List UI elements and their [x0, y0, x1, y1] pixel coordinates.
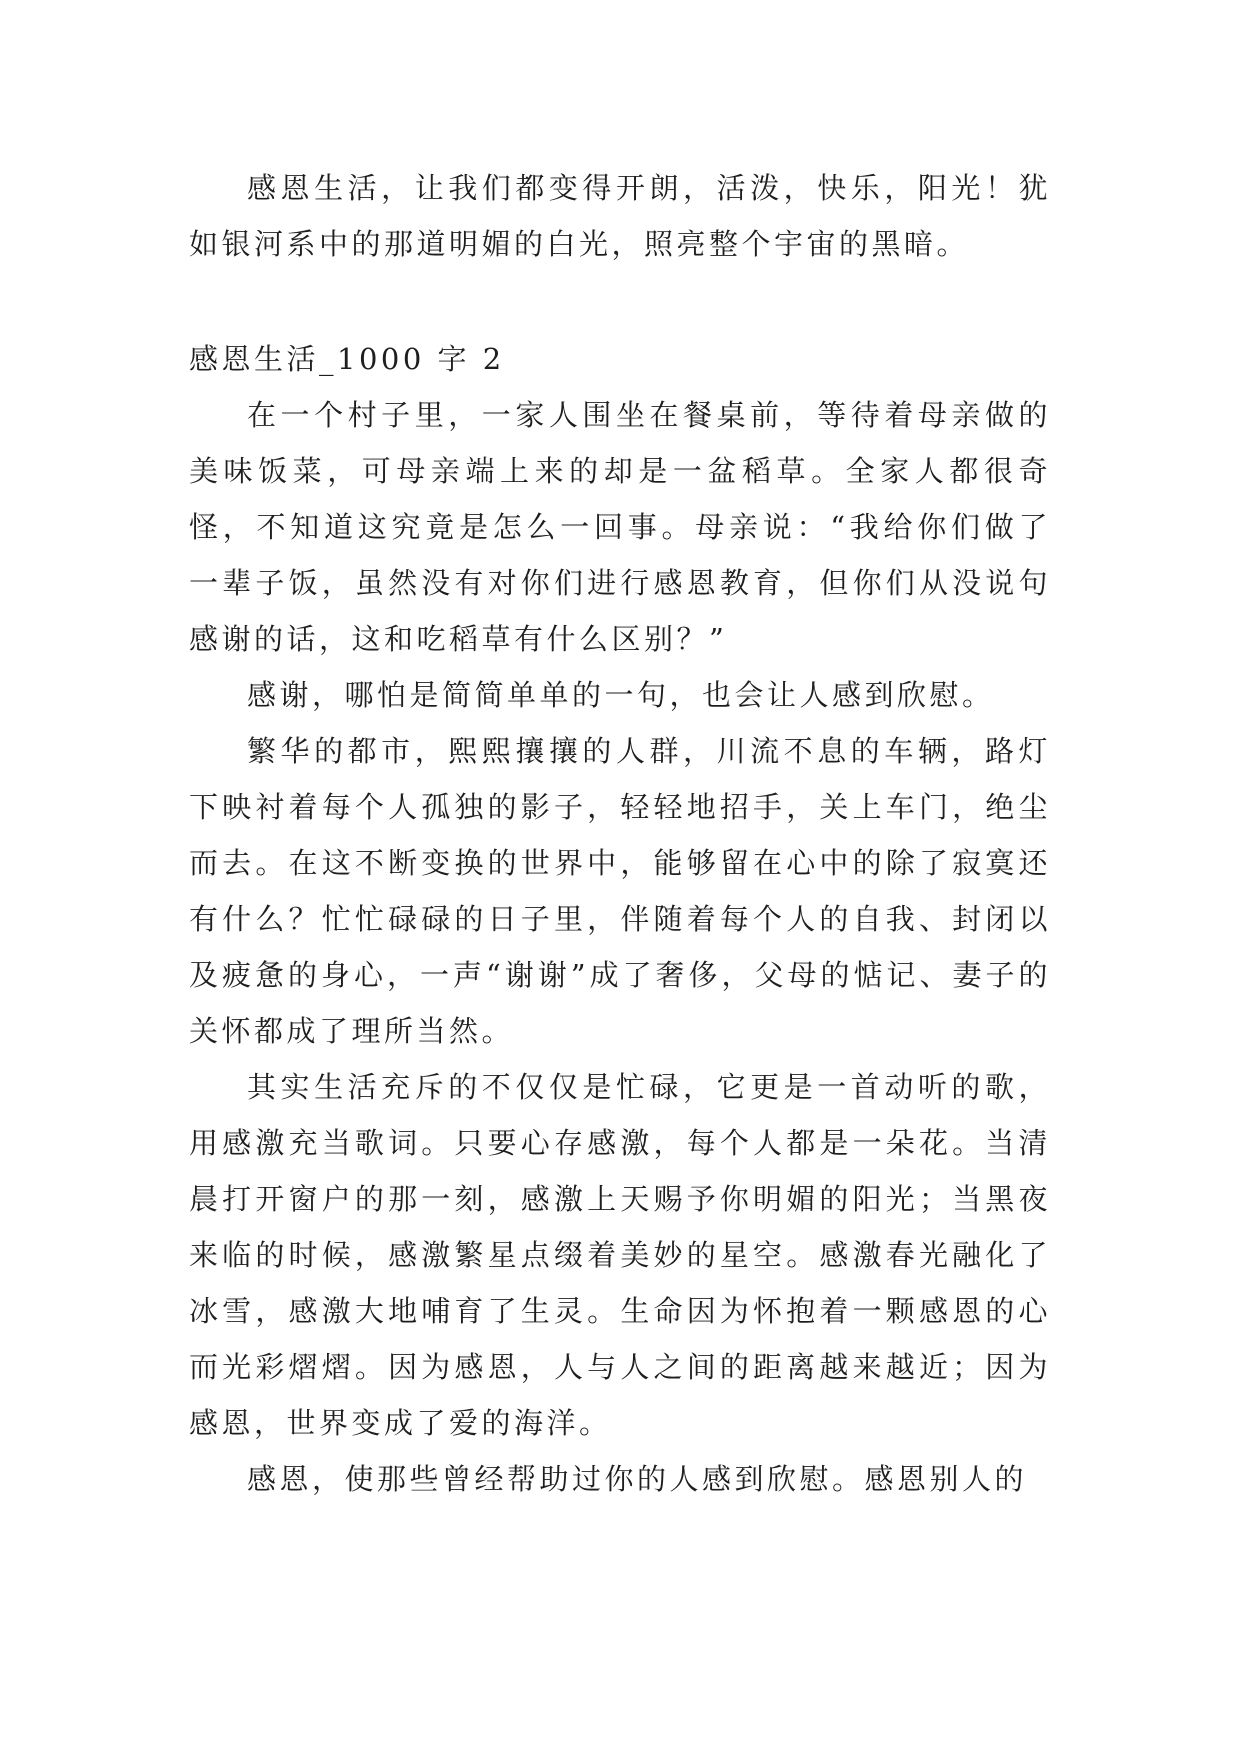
paragraph-spacer [189, 272, 1051, 331]
section-title: 感恩生活_1000 字 2 [189, 342, 505, 376]
section-paragraph-2: 感谢，哪怕是简简单单的一句，也会让人感到欣慰。 [247, 678, 995, 712]
section-paragraph-4: 其实生活充斥的不仅仅是忙碌，它更是一首动听的歌，用感激充当歌词。只要心存感激，每个人都是一朵花。当清晨打开窗户的那一刻，感激上天赐予你明媚的阳光；当黑夜来临的时候，感激繁星点缀着美妙的星空。感激春光融化了冰雪，感激大地哺育了生灵。生命因为怀抱着一颗感恩的心而光彩熠熠。因为感恩，人与人之间的距离越来越近；因为感恩，世界变成了爱的海洋。 [189, 1070, 1051, 1440]
section-paragraph-1: 在一个村子里，一家人围坐在餐桌前，等待着母亲做的美味饭菜，可母亲端上来的却是一盆稻草。全家人都很奇怪，不知道这究竟是怎么一回事。母亲说：“我给你们做了一辈子饭，虽然没有对你们进行感恩教育，但你们从没说句感谢的话，这和吃稻草有什么区别？” [189, 398, 1051, 656]
section-paragraph-5: 感恩，使那些曾经帮助过你的人感到欣慰。感恩别人的 [247, 1462, 1028, 1496]
section-paragraph-3: 繁华的都市，熙熙攘攘的人群，川流不息的车辆，路灯下映衬着每个人孤独的影子，轻轻地招手，关上车门，绝尘而去。在这不断变换的世界中，能够留在心中的除了寂寞还有什么？忙忙碌碌的日子里，伴随着每个人的自我、封闭以及疲惫的身心，一声“谢谢”成了奢侈，父母的惦记、妻子的关怀都成了理所当然。 [189, 734, 1051, 1048]
paragraph-1: 感恩生活，让我们都变得开朗，活泼，快乐，阳光！犹如银河系中的那道明媚的白光，照亮整个宇宙的黑暗。 [189, 171, 1051, 261]
document-body [189, 160, 1051, 1507]
